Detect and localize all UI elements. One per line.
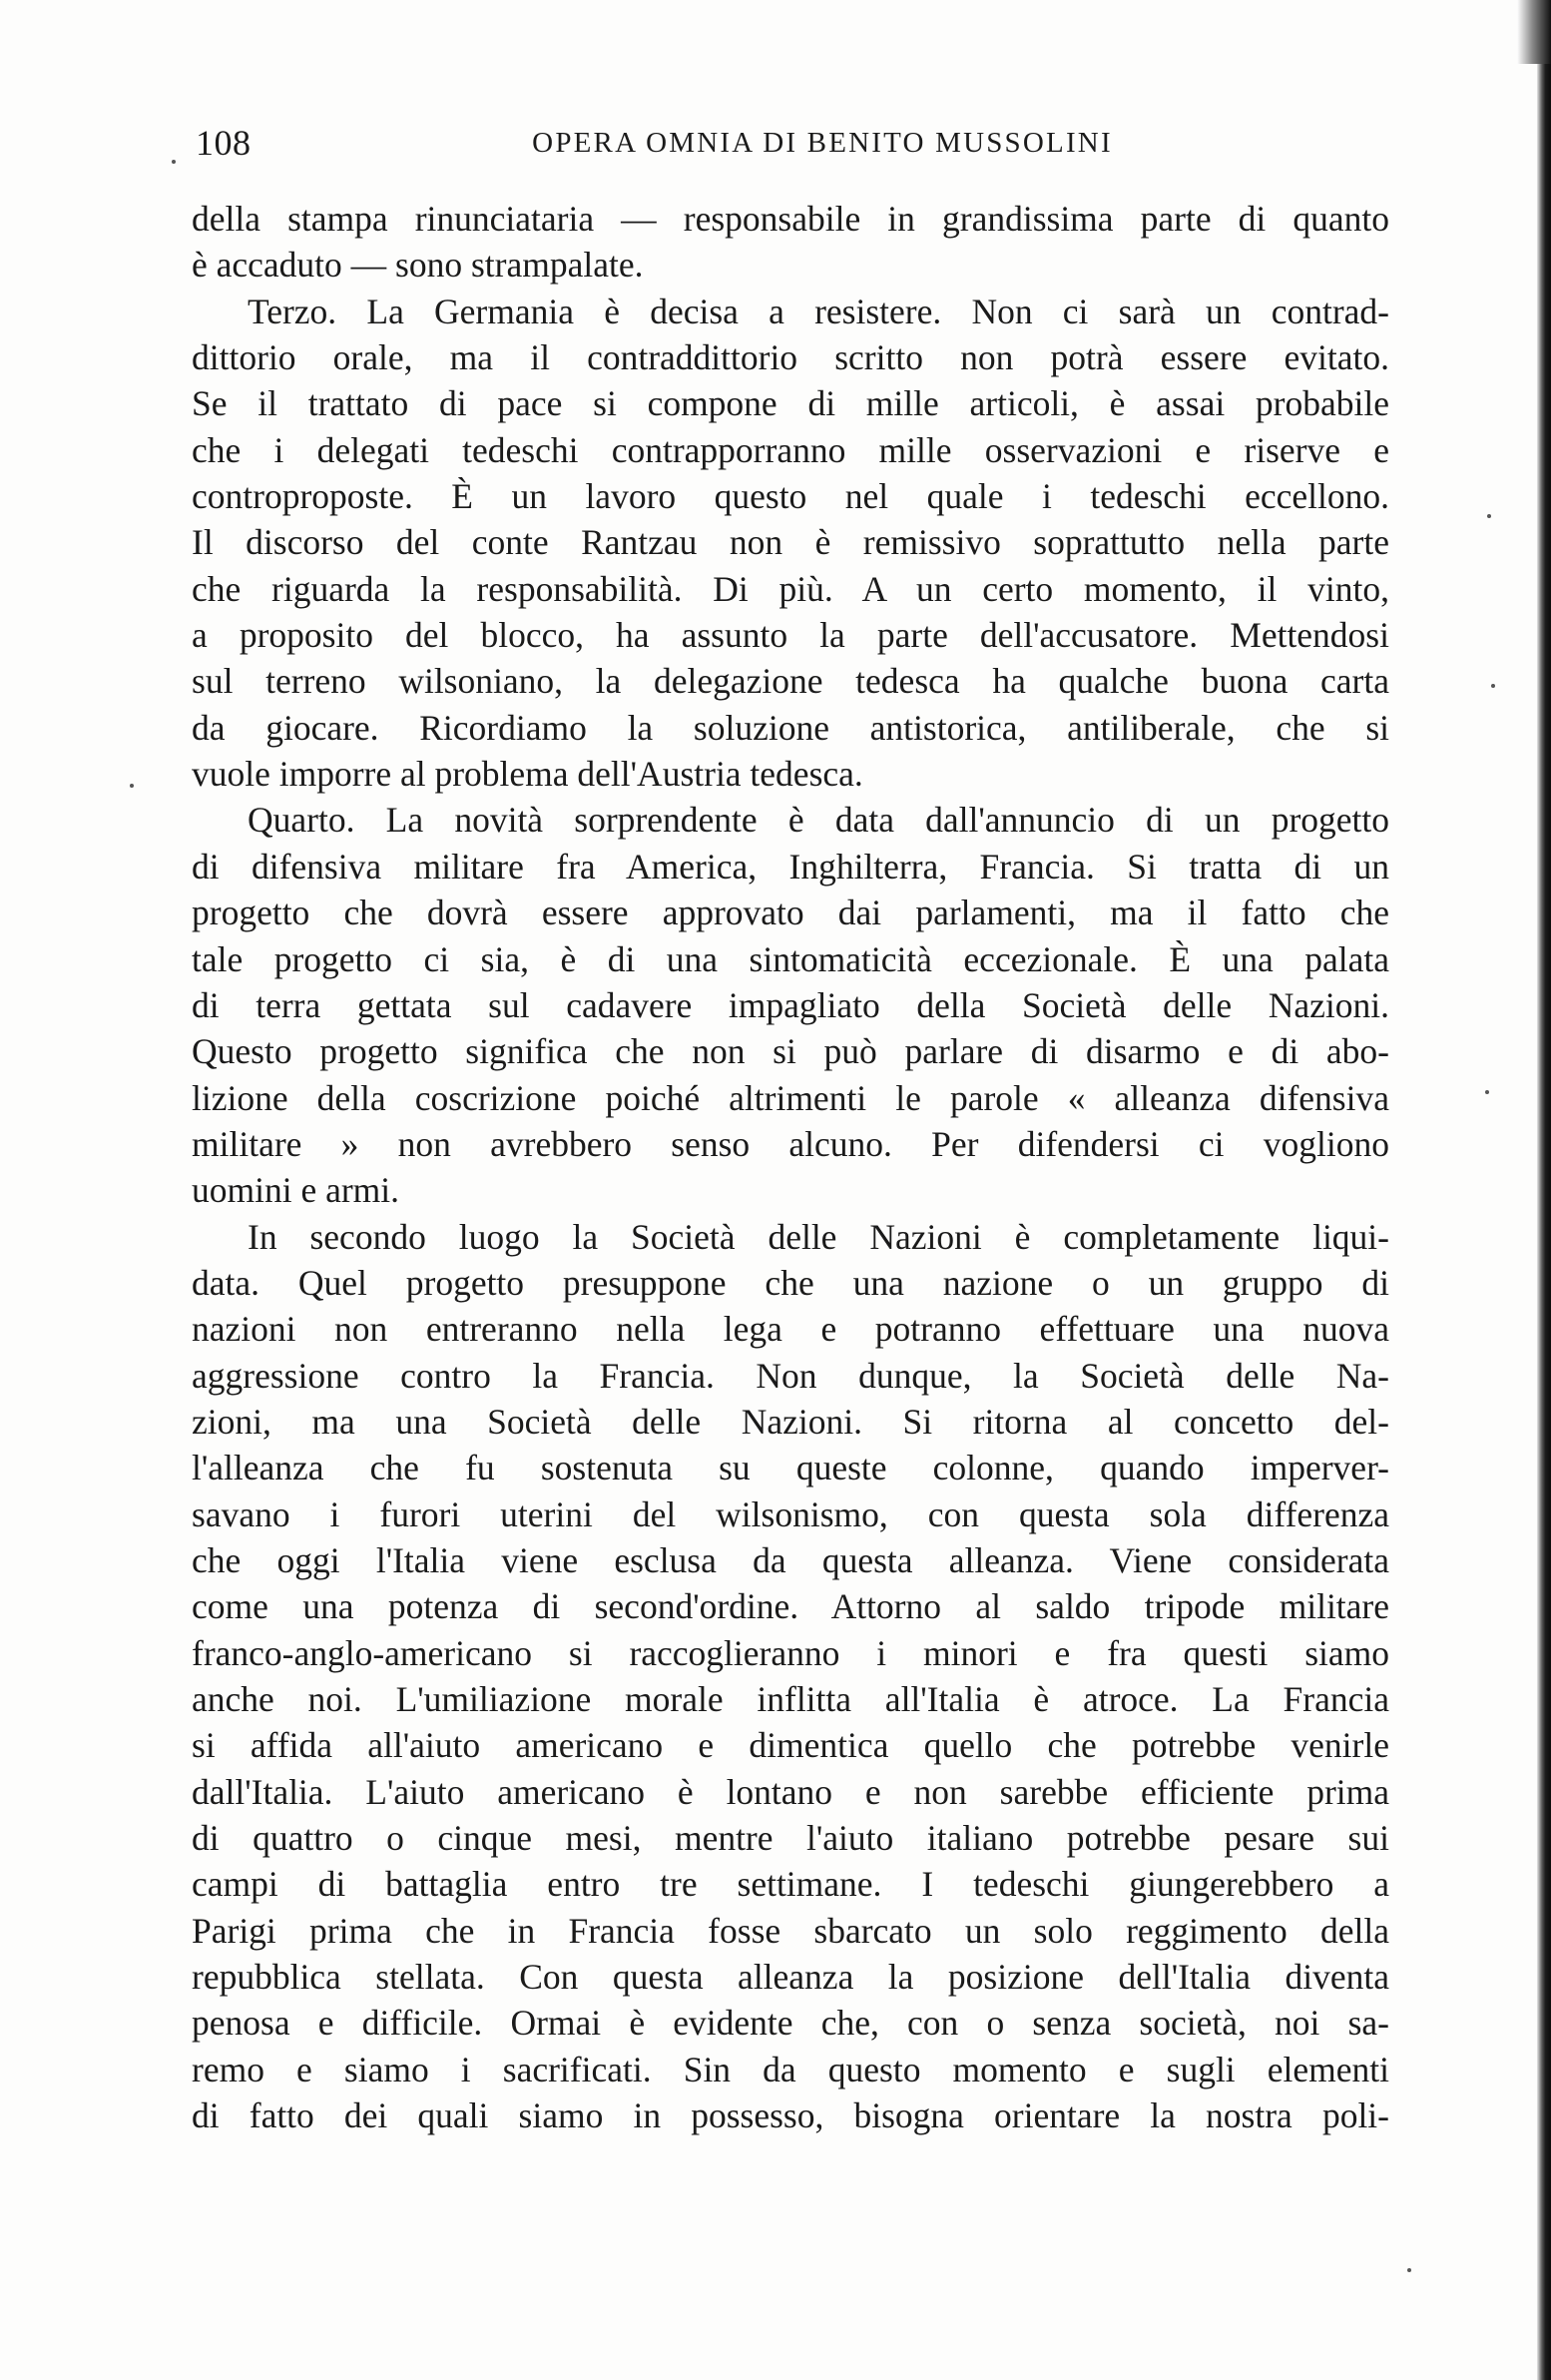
text-line: anche noi. L'umiliazione morale inflitta all'Italia è atroce. La Francia xyxy=(192,1679,1389,1719)
text-line: l'alleanza che fu sostenuta su queste colonne, quando imperver- xyxy=(192,1448,1389,1488)
print-speck xyxy=(1491,684,1495,688)
body-text xyxy=(192,196,1389,2138)
paragraph-first-line: In secondo luogo la Società delle Nazioni è completamente liqui- xyxy=(248,1216,1389,1257)
print-speck xyxy=(130,784,134,788)
text-line: data. Quel progetto presuppone che una nazione o un gruppo di xyxy=(192,1262,1389,1303)
page-corner-shadow xyxy=(1517,0,1551,64)
text-line: che oggi l'Italia viene esclusa da questa alleanza. Viene considerata xyxy=(192,1539,1389,1580)
text-line: di fatto dei quali siamo in possesso, bisogna orientare la nostra poli- xyxy=(192,2095,1389,2136)
text-line: remo e siamo i sacrificati. Sin da questo momento e sugli elementi xyxy=(192,2049,1389,2089)
text-line: penosa e difficile. Ormai è evidente che, con o senza società, noi sa- xyxy=(192,2003,1389,2044)
text-line: di difensiva militare fra America, Inghilterra, Francia. Si tratta di un xyxy=(192,846,1389,887)
text-line: zioni, ma una Società delle Nazioni. Si ritorna al concetto del- xyxy=(192,1401,1389,1442)
text-line: uomini e armi. xyxy=(192,1170,400,1211)
text-line: della stampa rinunciataria — responsabile in grandissima parte di quanto xyxy=(192,199,1389,239)
text-line: controproposte. È un lavoro questo nel quale i tedeschi eccellono. xyxy=(192,476,1389,517)
text-line: come una potenza di second'ordine. Attorno al saldo tripode militare xyxy=(192,1586,1389,1627)
text-line: tale progetto ci sia, è di una sintomaticità eccezionale. È una palata xyxy=(192,938,1389,979)
text-line: Il discorso del conte Rantzau non è remissivo soprattutto nella parte xyxy=(192,522,1389,563)
print-speck xyxy=(1407,2268,1411,2272)
text-line: Questo progetto significa che non si può parlare di disarmo e di abo- xyxy=(192,1031,1389,1072)
text-line: di quattro o cinque mesi, mentre l'aiuto italiano potrebbe pesare sui xyxy=(192,1818,1389,1859)
text-line: repubblica stellata. Con questa alleanza la posizione dell'Italia diventa xyxy=(192,1957,1389,1998)
text-line: progetto che dovrà essere approvato dai parlamenti, ma il fatto che xyxy=(192,892,1389,933)
text-line: militare » non avrebbero senso alcuno. Per difendersi ci vogliono xyxy=(192,1123,1389,1164)
running-title: OPERA OMNIA DI BENITO MUSSOLINI xyxy=(532,127,1113,159)
text-line: Se il trattato di pace si compone di mille articoli, è assai probabile xyxy=(192,383,1389,424)
text-line: da giocare. Ricordiamo la soluzione antistorica, antiliberale, che si xyxy=(192,707,1389,748)
paragraph-first-line: Terzo. La Germania è decisa a resistere. Non ci sarà un contrad- xyxy=(248,291,1389,331)
text-line: franco-anglo-americano si raccoglieranno i minori e fra questi siamo xyxy=(192,1632,1389,1673)
print-speck xyxy=(172,160,176,164)
text-line: a proposito del blocco, ha assunto la parte dell'accusatore. Mettendosi xyxy=(192,615,1389,656)
text-line: nazioni non entreranno nella lega e potranno effettuare una nuova xyxy=(192,1309,1389,1350)
text-line: campi di battaglia entro tre settimane. I tedeschi giungerebbero a xyxy=(192,1864,1389,1905)
text-line: savano i furori uterini del wilsonismo, con questa sola differenza xyxy=(192,1493,1389,1534)
print-speck xyxy=(1487,514,1491,518)
text-line: vuole imporre al problema dell'Austria tedesca. xyxy=(192,754,863,795)
text-line: si affida all'aiuto americano e dimentica quello che potrebbe venirle xyxy=(192,1725,1389,1766)
page-header xyxy=(196,116,1389,170)
print-speck xyxy=(1485,1090,1489,1094)
paragraph-first-line: Quarto. La novità sorprendente è data dall'annuncio di un progetto xyxy=(248,800,1389,841)
text-line: dittorio orale, ma il contraddittorio scritto non potrà essere evitato. xyxy=(192,337,1389,378)
page-binding-edge xyxy=(1537,0,1551,2380)
text-line: di terra gettata sul cadavere impagliato della Società delle Nazioni. xyxy=(192,984,1389,1025)
text-line: lizione della coscrizione poiché altrimenti le parole « alleanza difensiva xyxy=(192,1077,1389,1118)
text-line: che i delegati tedeschi contrapporranno mille osservazioni e riserve e xyxy=(192,429,1389,470)
text-line: sul terreno wilsoniano, la delegazione tedesca ha qualche buona carta xyxy=(192,661,1389,702)
page-number: 108 xyxy=(196,123,252,163)
text-line: Parigi prima che in Francia fosse sbarcato un solo reggimento della xyxy=(192,1910,1389,1951)
text-line: aggressione contro la Francia. Non dunque, la Società delle Na- xyxy=(192,1355,1389,1396)
text-line: dall'Italia. L'aiuto americano è lontano e non sarebbe efficiente prima xyxy=(192,1771,1389,1812)
text-line: è accaduto — sono strampalate. xyxy=(192,245,644,286)
text-line: che riguarda la responsabilità. Di più. A un certo momento, il vinto, xyxy=(192,568,1389,609)
